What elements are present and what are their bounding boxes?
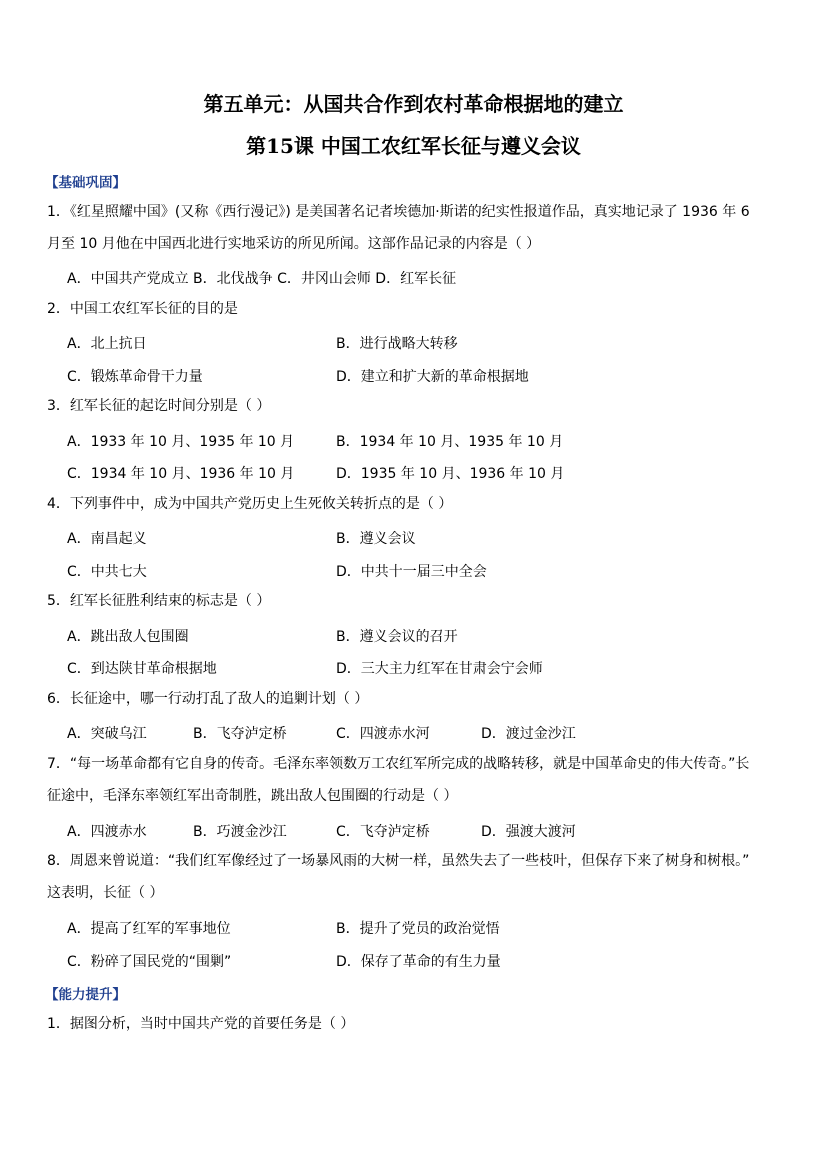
question-7-option-d: D．强渡大渡河 [481,824,576,840]
question-8-option-b: B．提升了党员的政治觉悟 [336,921,500,937]
question-3-option-c: C．1934 年 10 月、1936 年 10 月 [67,466,295,482]
question-1-stem-line-1: 1．《红星照耀中国》(又称《西行漫记》) 是美国著名记者埃德加·斯诺的纪实性报道作品，真实地记录了 1936 年 6 [47,204,750,220]
question-5-option-d: D．三大主力红军在甘肃会宁会师 [336,661,543,677]
question-6-stem: 6．长征途中，哪一行动打乱了敌人的追剿计划（ ） [47,691,369,707]
question-8-option-a: A．提高了红军的军事地位 [67,921,231,937]
question-7-option-a: A．四渡赤水 [67,824,147,840]
question-4-option-b: B．遵义会议 [336,531,416,547]
improve-question-1-stem: 1．据图分析，当时中国共产党的首要任务是（ ） [47,1016,355,1032]
question-1-options: A．中国共产党成立 B．北伐战争 C．井冈山会师 D．红军长征 [67,271,457,287]
question-8-stem-line-1: 8．周恩来曾说道：“我们红军像经过了一场暴风雨的大树一样，虽然失去了一些枝叶，但保存下来了树身和树根。” [47,853,750,869]
question-3-option-a: A．1933 年 10 月、1935 年 10 月 [67,434,295,450]
question-3-option-d: D．1935 年 10 月、1936 年 10 月 [336,466,565,482]
unit-title: 第五单元：从国共合作到农村革命根据地的建立 [203,92,624,116]
section-basic-heading: 【基础巩固】 [45,175,126,191]
question-6-option-c: C．四渡赤水河 [336,726,430,742]
question-8-option-d: D．保存了革命的有生力量 [336,954,501,970]
question-2-stem: 2．中国工农红军长征的目的是 [47,301,238,317]
question-7-option-c: C．飞夺泸定桥 [336,824,430,840]
question-2-option-b: B．进行战略大转移 [336,336,458,352]
question-7-stem-line-1: 7．“每一场革命都有它自身的传奇。毛泽东率领数万工农红军所完成的战略转移，就是中国革命史的伟大传奇。”长 [47,756,750,772]
question-5-option-a: A．跳出敌人包围圈 [67,629,189,645]
question-4-option-d: D．中共十一届三中全会 [336,564,487,580]
question-7-stem-line-2: 征途中，毛泽东率领红军出奇制胜，跳出敌人包围圈的行动是（ ） [47,788,458,804]
question-2-option-a: A．北上抗日 [67,336,147,352]
question-8-stem-line-2: 这表明，长征（ ） [47,885,164,901]
question-7-option-b: B．巧渡金沙江 [193,824,287,840]
question-6-option-a: A．突破乌江 [67,726,147,742]
question-3-stem: 3．红军长征的起讫时间分别是（ ） [47,398,271,414]
question-5-option-c: C．到达陕甘革命根据地 [67,661,217,677]
question-5-stem: 5．红军长征胜利结束的标志是（ ） [47,593,271,609]
section-improve-heading: 【能力提升】 [45,987,126,1003]
question-2-option-d: D．建立和扩大新的革命根据地 [336,369,529,385]
question-6-option-b: B．飞夺泸定桥 [193,726,287,742]
question-2-option-c: C．锻炼革命骨干力量 [67,369,203,385]
question-4-stem: 4．下列事件中，成为中国共产党历史上生死攸关转折点的是（ ） [47,496,453,512]
question-1-stem-line-2: 月至 10 月他在中国西北进行实地采访的所见所闻。这部作品记录的内容是（ ） [47,236,541,252]
question-6-option-d: D．渡过金沙江 [481,726,576,742]
question-4-option-a: A．南昌起义 [67,531,147,547]
question-4-option-c: C．中共七大 [67,564,147,580]
question-8-option-c: C．粉碎了国民党的“围剿” [67,954,232,970]
question-3-option-b: B．1934 年 10 月、1935 年 10 月 [336,434,564,450]
question-5-option-b: B．遵义会议的召开 [336,629,458,645]
lesson-title: 第15课 中国工农红军长征与遵义会议 [246,134,581,158]
